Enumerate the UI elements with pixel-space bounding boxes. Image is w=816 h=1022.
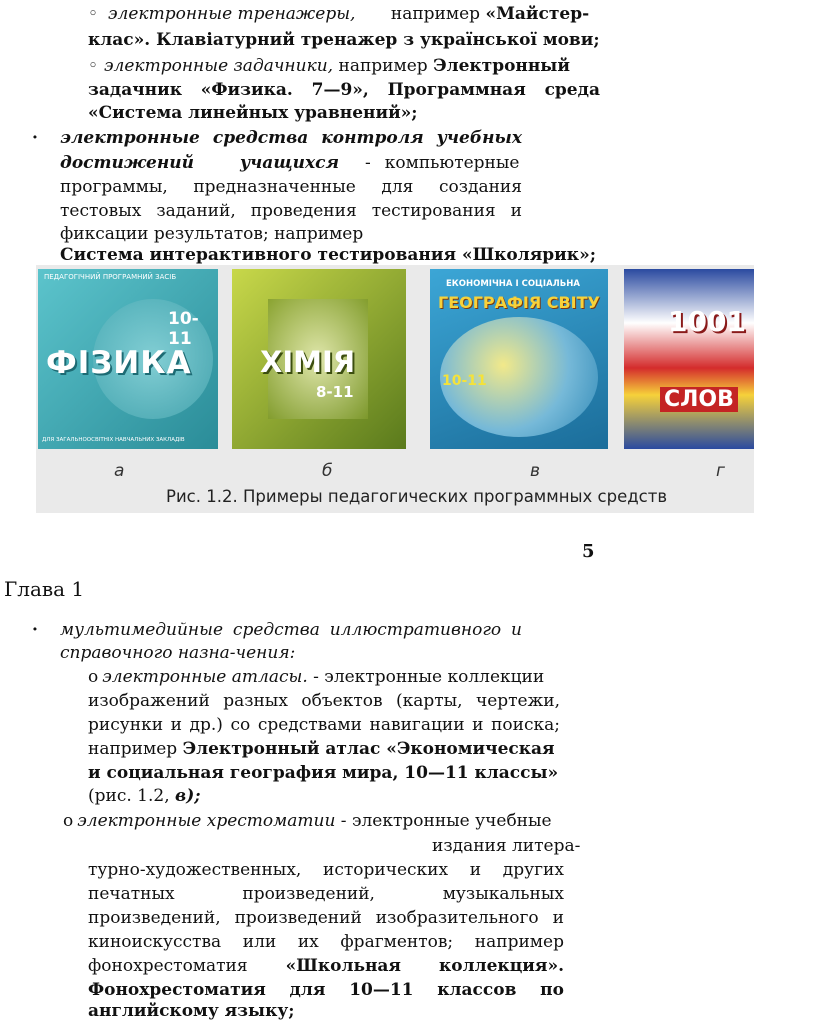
atlas-line-4: например Электронный атлас «Экономическая — [88, 739, 555, 759]
list-line-problem-books: ◦ электронные задачники, например Электронный — [88, 56, 570, 76]
chrest-line-3: турно-художественных, исторических и других — [88, 860, 564, 880]
caption-letter-v: в — [530, 461, 541, 481]
cover-geography: ЕКОНОМІЧНА І СОЦІАЛЬНА ГЕОГРАФІЯ СВІТУ 10-11 — [430, 269, 608, 449]
figure-covers — [36, 265, 754, 513]
control-line-4: тестовых заданий, проведения тестирования и — [60, 201, 522, 221]
control-line-5: фиксации результатов; например — [60, 224, 364, 244]
list-line-trainers: ◦ электронные тренажеры, например «Майстер- — [88, 4, 590, 24]
figure-caption: Рис. 1.2. Примеры педагогических программных средств — [166, 487, 668, 506]
atlas-line-3: рисунки и др.) со средствами навигации и поиска; — [88, 715, 560, 735]
cover-dictionary: 1001 СЛОВ — [624, 269, 754, 449]
cover-physics: ПЕДАГОГІЧНИЙ ПРОГРАМНИЙ ЗАСІБ 10-11 ФІЗИКА ДЛЯ ЗАГАЛЬНООСВІТНІХ НАВЧАЛЬНИХ ЗАКЛАДІВ — [38, 269, 218, 449]
chrest-line-8: Фонохрестоматия для 10—11 классов по — [88, 980, 564, 1000]
control-line-2: достижений учащихся - компьютерные — [60, 153, 520, 173]
multimedia-line-1: мультимедийные средства иллюстративного и — [60, 620, 522, 640]
atlas-line-6: (рис. 1.2, в); — [88, 786, 201, 806]
chrest-line-6: киноискусства или их фрагментов; например — [88, 932, 564, 952]
control-line-3: программы, предназначенные для создания — [60, 177, 522, 197]
atlas-line-5: и социальная география мира, 10—11 классы» — [88, 763, 559, 783]
control-line-6: Система интерактивного тестирования «Школярик»; — [60, 245, 596, 265]
caption-letter-g: г — [716, 461, 725, 481]
chrest-line-5: произведений, произведений изобразительного и — [88, 908, 564, 928]
circle-bullet-icon: ◦ — [88, 4, 99, 24]
chrest-line-4: печатных произведений, музыкальных — [88, 884, 564, 904]
bullet-dot: · — [32, 620, 38, 640]
caption-letter-a: а — [114, 461, 125, 481]
chrest-line-7: фонохрестоматия «Школьная коллекция». — [88, 956, 564, 976]
multimedia-line-2: справочного назна-чения: — [60, 643, 296, 663]
atlas-line-1: о электронные атласы. - электронные коллекции — [88, 667, 545, 687]
bullet-dot: · — [32, 128, 38, 148]
chrest-line-2: издания литера- — [432, 836, 581, 856]
list-line-trainer-example: клас». Клавіатурний тренажер з української мови; — [88, 30, 600, 50]
circle-bullet-icon: ◦ — [88, 56, 99, 76]
list-line-physics-task: задачник «Физика. 7—9», Программная среда — [88, 80, 600, 100]
page-number: 5 — [582, 541, 595, 562]
chrest-line-1: о электронные хрестоматии - электронные учебные — [63, 811, 552, 831]
cover-chemistry: ХІМІЯ 8-11 — [232, 269, 406, 449]
caption-letter-b: б — [322, 461, 333, 481]
chrest-line-9: английскому языку; — [88, 1001, 295, 1021]
list-line-linear-system: «Система линейных уравнений»; — [88, 103, 418, 123]
atlas-line-2: изображений разных объектов (карты, чертежи, — [88, 691, 560, 711]
chapter-heading: Глава 1 — [4, 577, 85, 601]
control-line-1: электронные средства контроля учебных — [60, 128, 522, 148]
